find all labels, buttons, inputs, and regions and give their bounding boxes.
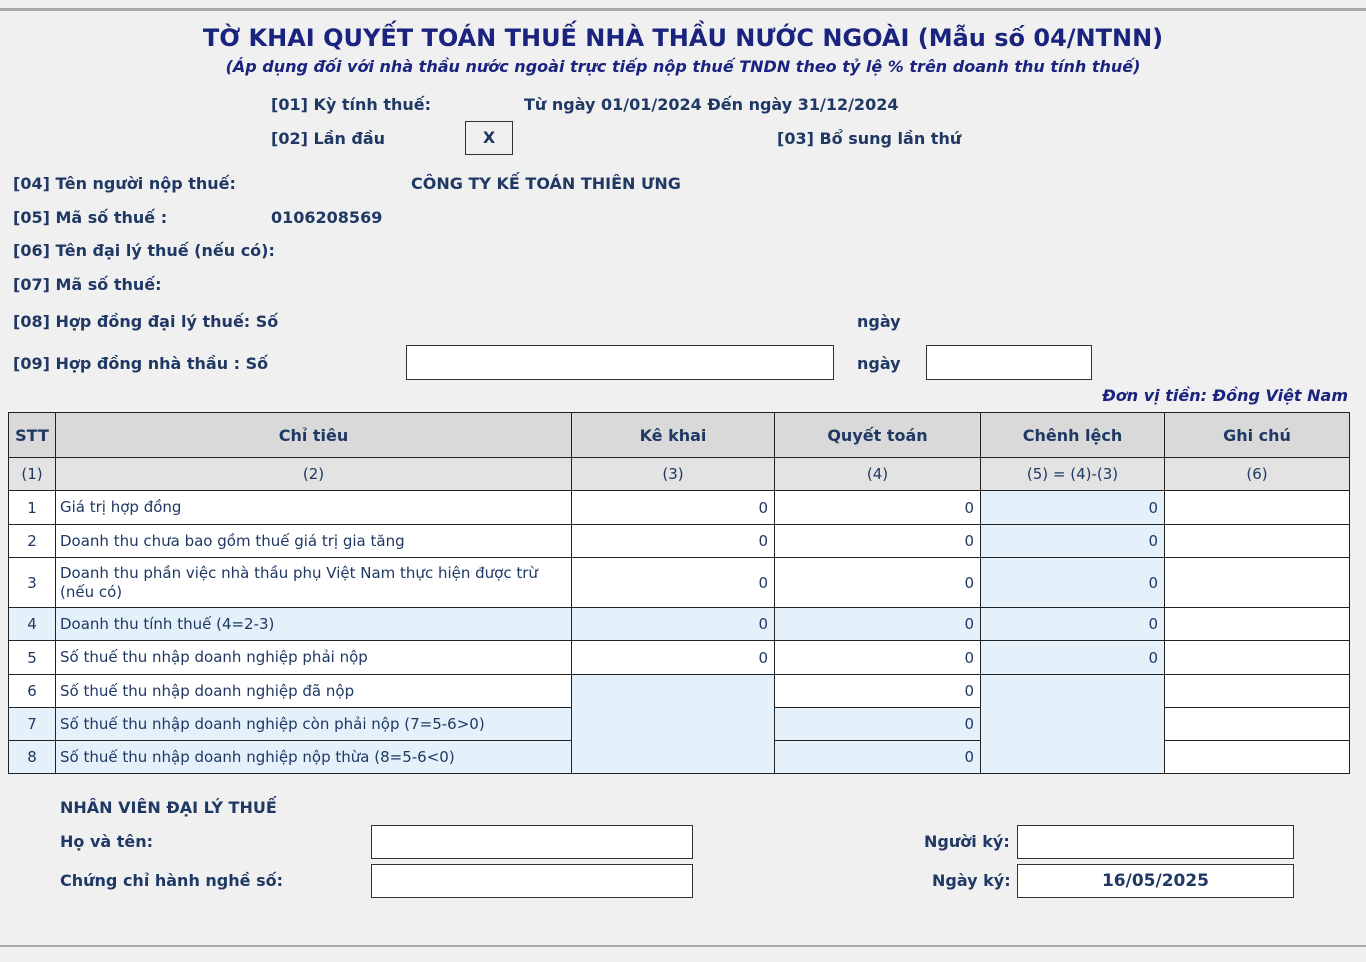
final-value: 0 bbox=[775, 708, 981, 741]
taxpayer-name: CÔNG TY KẾ TOÁN THIÊN ƯNG bbox=[411, 174, 681, 193]
agent-contract-label: [08] Hợp đồng đại lý thuế: Số bbox=[13, 312, 279, 331]
form-subtitle: (Áp dụng đối với nhà thầu nước ngoài trực tiếp nộp thuế TNDN theo tỷ lệ % trên doanh thu tính thuế) bbox=[225, 57, 1141, 76]
note-cell[interactable] bbox=[1165, 675, 1350, 708]
declared-value[interactable]: 0 bbox=[572, 558, 775, 608]
contractor-contract-date-label: ngày bbox=[857, 354, 901, 373]
row-stt: 3 bbox=[9, 558, 56, 608]
row-stt: 2 bbox=[9, 525, 56, 558]
signer-label: Người ký: bbox=[924, 832, 1010, 851]
currency-unit: Đơn vị tiền: Đồng Việt Nam bbox=[1102, 386, 1348, 405]
final-value[interactable]: 0 bbox=[775, 525, 981, 558]
bottom-divider bbox=[0, 945, 1366, 947]
note-cell[interactable] bbox=[1165, 491, 1350, 525]
difference-value: 0 bbox=[981, 641, 1165, 675]
contractor-contract-number-input[interactable] bbox=[406, 345, 834, 380]
column-header: Chỉ tiêu bbox=[56, 413, 572, 458]
table-row bbox=[9, 525, 1350, 558]
column-header: Kê khai bbox=[572, 413, 775, 458]
final-value[interactable]: 0 bbox=[775, 675, 981, 708]
column-header: Quyết toán bbox=[775, 413, 981, 458]
declared-value[interactable]: 0 bbox=[572, 491, 775, 525]
period-label: [01] Kỳ tính thuế: bbox=[271, 95, 432, 114]
agent-tax-code-label: [07] Mã số thuế: bbox=[13, 275, 162, 294]
column-index: (2) bbox=[56, 458, 572, 491]
tax-code: 0106208569 bbox=[271, 208, 383, 227]
row-stt: 7 bbox=[9, 708, 56, 741]
contractor-contract-date-input[interactable] bbox=[926, 345, 1092, 380]
final-value[interactable]: 0 bbox=[775, 491, 981, 525]
row-stt: 1 bbox=[9, 491, 56, 525]
column-header: Ghi chú bbox=[1165, 413, 1350, 458]
table-index-row bbox=[9, 458, 1350, 491]
supplement-label: [03] Bổ sung lần thứ bbox=[777, 129, 962, 148]
tax-code-label: [05] Mã số thuế : bbox=[13, 208, 168, 227]
sign-date-input[interactable]: 16/05/2025 bbox=[1017, 864, 1294, 898]
note-cell[interactable] bbox=[1165, 525, 1350, 558]
difference-empty-block bbox=[981, 675, 1165, 774]
row-description: Doanh thu phần việc nhà thầu phụ Việt Nam thực hiện được trừ (nếu có) bbox=[56, 558, 572, 608]
staff-name-input[interactable] bbox=[371, 825, 693, 859]
cert-number-input[interactable] bbox=[371, 864, 693, 898]
note-cell[interactable] bbox=[1165, 608, 1350, 641]
row-description: Giá trị hợp đồng bbox=[56, 491, 572, 525]
table-header-row bbox=[9, 413, 1350, 458]
row-stt: 4 bbox=[9, 608, 56, 641]
agent-staff-heading: NHÂN VIÊN ĐẠI LÝ THUẾ bbox=[60, 798, 277, 817]
final-value: 0 bbox=[775, 608, 981, 641]
agent-contract-date-label: ngày bbox=[857, 312, 901, 331]
first-time-label: [02] Lần đầu bbox=[271, 129, 386, 148]
row-description: Số thuế thu nhập doanh nghiệp đã nộp bbox=[56, 675, 572, 708]
row-description: Số thuế thu nhập doanh nghiệp còn phải nộp (7=5-6>0) bbox=[56, 708, 572, 741]
row-description: Doanh thu tính thuế (4=2-3) bbox=[56, 608, 572, 641]
table-row bbox=[9, 608, 1350, 641]
signer-input[interactable] bbox=[1017, 825, 1294, 859]
table-row bbox=[9, 558, 1350, 608]
final-value[interactable]: 0 bbox=[775, 558, 981, 608]
column-header: Chênh lệch bbox=[981, 413, 1165, 458]
note-cell[interactable] bbox=[1165, 641, 1350, 675]
sign-date-label: Ngày ký: bbox=[932, 871, 1011, 890]
staff-name-label: Họ và tên: bbox=[60, 832, 154, 851]
final-value: 0 bbox=[775, 741, 981, 774]
column-index: (4) bbox=[775, 458, 981, 491]
table-row bbox=[9, 641, 1350, 675]
note-cell[interactable] bbox=[1165, 741, 1350, 774]
agent-name-label: [06] Tên đại lý thuế (nếu có): bbox=[13, 241, 275, 260]
declared-value: 0 bbox=[572, 608, 775, 641]
declared-value[interactable]: 0 bbox=[572, 641, 775, 675]
difference-value: 0 bbox=[981, 525, 1165, 558]
column-index: (1) bbox=[9, 458, 56, 491]
contractor-contract-label: [09] Hợp đồng nhà thầu : Số bbox=[13, 354, 269, 373]
difference-value: 0 bbox=[981, 491, 1165, 525]
difference-value: 0 bbox=[981, 608, 1165, 641]
row-description: Số thuế thu nhập doanh nghiệp phải nộp bbox=[56, 641, 572, 675]
row-stt: 5 bbox=[9, 641, 56, 675]
column-index: (3) bbox=[572, 458, 775, 491]
declared-value[interactable]: 0 bbox=[572, 525, 775, 558]
column-header: STT bbox=[9, 413, 56, 458]
top-divider bbox=[0, 8, 1366, 11]
row-description: Doanh thu chưa bao gồm thuế giá trị gia tăng bbox=[56, 525, 572, 558]
difference-value: 0 bbox=[981, 558, 1165, 608]
table-row bbox=[9, 675, 1350, 708]
final-value[interactable]: 0 bbox=[775, 641, 981, 675]
declared-empty-block bbox=[572, 675, 775, 774]
column-index: (5) = (4)-(3) bbox=[981, 458, 1165, 491]
note-cell[interactable] bbox=[1165, 558, 1350, 608]
form-title: TỜ KHAI QUYẾT TOÁN THUẾ NHÀ THẦU NƯỚC NGOÀI (Mẫu số 04/NTNN) bbox=[202, 24, 1164, 52]
row-description: Số thuế thu nhập doanh nghiệp nộp thừa (8=5-6<0) bbox=[56, 741, 572, 774]
settlement-table bbox=[8, 412, 1350, 774]
column-index: (6) bbox=[1165, 458, 1350, 491]
taxpayer-name-label: [04] Tên người nộp thuế: bbox=[13, 174, 236, 193]
note-cell[interactable] bbox=[1165, 708, 1350, 741]
period-value: Từ ngày 01/01/2024 Đến ngày 31/12/2024 bbox=[524, 95, 899, 114]
first-time-checkbox[interactable]: X bbox=[465, 121, 513, 155]
cert-number-label: Chứng chỉ hành nghề số: bbox=[60, 871, 283, 890]
row-stt: 6 bbox=[9, 675, 56, 708]
table-row bbox=[9, 491, 1350, 525]
row-stt: 8 bbox=[9, 741, 56, 774]
